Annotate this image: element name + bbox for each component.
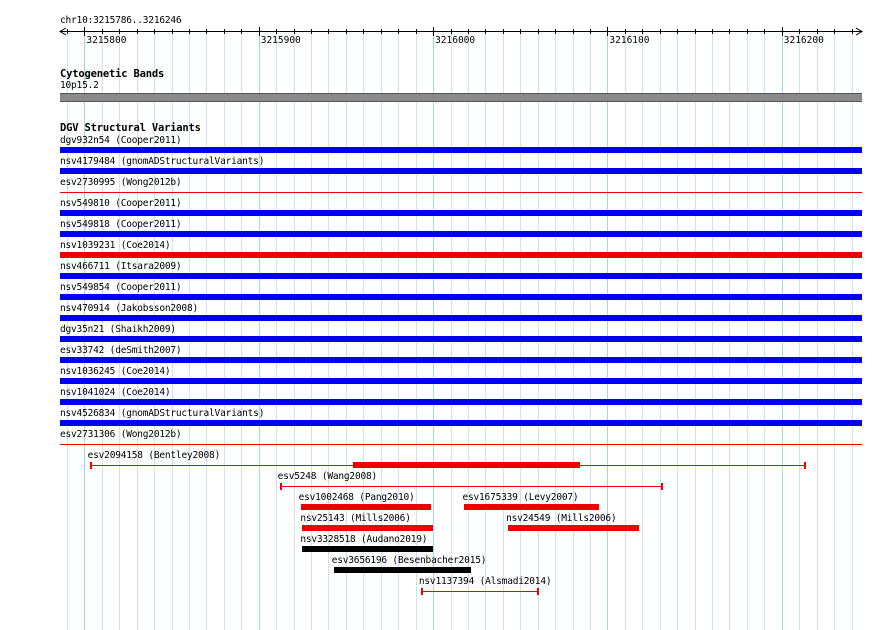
dgv-track-label[interactable]: nsv1036245 (Coe2014)	[60, 366, 171, 377]
ruler-tick-label: 3216100	[609, 35, 650, 46]
dgv-feature-endcap	[804, 462, 806, 469]
cytoband-bar[interactable]	[60, 93, 862, 102]
dgv-variant-bar[interactable]	[60, 378, 862, 384]
ruler-tick-label: 3215800	[86, 35, 127, 46]
dgv-track-label[interactable]: nsv466711 (Itsara2009)	[60, 261, 182, 272]
dgv-variant-bar[interactable]	[60, 231, 862, 237]
dgv-feature-label[interactable]: nsv25143 (Mills2006)	[300, 513, 411, 524]
dgv-variant-bar[interactable]	[60, 336, 862, 342]
dgv-track-label[interactable]: nsv4179484 (gnomADStructuralVariants)	[60, 156, 265, 167]
dgv-feature-bar[interactable]	[353, 462, 580, 468]
dgv-feature-label[interactable]: nsv1137394 (Alsmadi2014)	[418, 576, 552, 587]
dgv-track-label[interactable]: nsv549810 (Cooper2011)	[60, 198, 182, 209]
dgv-feature-label[interactable]: esv3656196 (Besenbacher2015)	[331, 555, 487, 566]
dgv-variant-bar[interactable]	[60, 252, 862, 258]
dgv-feature-label[interactable]: esv5248 (Wang2008)	[277, 471, 378, 482]
dgv-feature-bar[interactable]	[334, 567, 472, 573]
dgv-track-label[interactable]: nsv4526834 (gnomADStructuralVariants)	[60, 408, 265, 419]
dgv-track-label[interactable]: esv2731306 (Wong2012b)	[60, 429, 182, 440]
dgv-feature-bar[interactable]	[301, 504, 432, 510]
dgv-track-label[interactable]: dgv35n21 (Shaikh2009)	[60, 324, 176, 335]
dgv-variant-bar[interactable]	[60, 399, 862, 405]
dgv-track-label[interactable]: nsv470914 (Jakobsson2008)	[60, 303, 198, 314]
dgv-feature-bar[interactable]	[302, 525, 433, 531]
dgv-variant-bar[interactable]	[60, 357, 862, 363]
dgv-track-label[interactable]: esv33742 (deSmith2007)	[60, 345, 182, 356]
ruler-tick-label: 3216000	[435, 35, 476, 46]
dgv-feature-label[interactable]: nsv24549 (Mills2006)	[506, 513, 617, 524]
dgv-variant-bar[interactable]	[60, 168, 862, 174]
dgv-track-label[interactable]: nsv549854 (Cooper2011)	[60, 282, 182, 293]
position-label: chr10:3215786..3216246	[60, 15, 182, 26]
dgv-feature-endcap	[421, 588, 423, 595]
cytoband-label: 10p15.2	[60, 80, 99, 91]
dgv-variant-bar[interactable]	[60, 147, 862, 153]
dgv-feature-endcap	[537, 588, 539, 595]
dgv-feature-bar[interactable]	[302, 546, 433, 552]
dgv-feature-label[interactable]: esv1002468 (Pang2010)	[298, 492, 415, 503]
dgv-track-label[interactable]: nsv1041024 (Coe2014)	[60, 387, 171, 398]
dgv-track-label[interactable]: esv2730995 (Wong2012b)	[60, 177, 182, 188]
dgv-variant-bar[interactable]	[60, 420, 862, 426]
dgv-feature-line[interactable]	[421, 591, 540, 592]
dgv-feature-endcap	[90, 462, 92, 469]
dgv-variant-bar[interactable]	[60, 294, 862, 300]
dgv-variant-bar[interactable]	[60, 210, 862, 216]
ruler-tick-label: 3215900	[260, 35, 301, 46]
dgv-variant-bar[interactable]	[60, 315, 862, 321]
dgv-variant-bar[interactable]	[60, 444, 862, 445]
dgv-feature-label[interactable]: esv2094158 (Bentley2008)	[87, 450, 221, 461]
dgv-feature-endcap	[661, 483, 663, 490]
dgv-feature-line[interactable]	[280, 486, 664, 487]
dgv-track-label[interactable]: nsv1039231 (Coe2014)	[60, 240, 171, 251]
dgv-feature-label[interactable]: nsv3328518 (Audano2019)	[300, 534, 428, 545]
cytoband-track-title: Cytogenetic Bands	[60, 68, 165, 80]
ruler-tick-label: 3216200	[783, 35, 824, 46]
dgv-feature-bar[interactable]	[464, 504, 598, 510]
dgv-variant-bar[interactable]	[60, 192, 862, 193]
dgv-feature-label[interactable]: esv1675339 (Levy2007)	[462, 492, 579, 503]
dgv-track-label[interactable]: dgv932n54 (Cooper2011)	[60, 135, 182, 146]
position-ruler[interactable]	[0, 0, 890, 60]
dgv-variant-bar[interactable]	[60, 273, 862, 279]
dgv-feature-endcap	[280, 483, 282, 490]
dgv-feature-bar[interactable]	[508, 525, 639, 531]
dgv-track-label[interactable]: nsv549818 (Cooper2011)	[60, 219, 182, 230]
dgv-track-title: DGV Structural Variants	[60, 122, 201, 134]
